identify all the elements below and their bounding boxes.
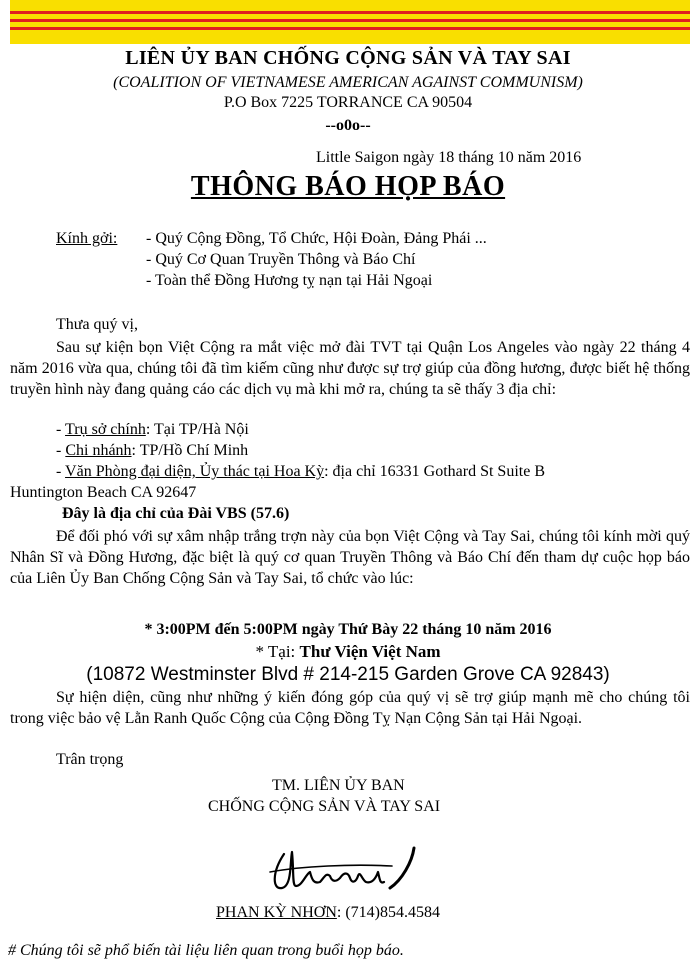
separator: --o0o-- [325,117,371,134]
date-line: Little Saigon ngày 18 tháng 10 năm 2016 [316,149,582,166]
location-branch-label: Chi nhánh [65,442,132,459]
document-title: THÔNG BÁO HỌP BÁO [190,171,506,202]
location-main-label: Trụ sở chính [65,421,146,438]
signer [216,904,440,922]
event-venue-prefix: * Tại: [255,642,300,661]
location-us-office-label: Văn Phòng đại diện, Ủy thác tại Hoa Kỳ [65,463,325,480]
flag-stripe [10,19,690,22]
recipient-item: - Quý Cơ Quan Truyền Thông và Báo Chí [146,251,416,268]
event-time: * 3:00PM đến 5:00PM ngày Thứ Bày 22 tháng 10 năm 2016 [144,621,552,638]
location-branch: - Chi nhánh: TP/Hồ Chí Minh [56,442,249,459]
paragraph-invitation-text: Để đối phó với sự xâm nhập trắng trợn này của bọn Việt Cộng và Tay Sai, chúng tôi kính mời quý Nhân Sĩ và Đồng Hương, đặc biệt là quý cơ quan Truyền Thông và Báo Chí đến tham dự cuộc họp báo của Liên Ủy Ban Chống Cộng Sản và Tay Sai, tổ chức vào lúc: [10,528,690,587]
flag-stripe [10,11,690,14]
location-main: - Trụ sở chính: Tại TP/Hà Nội [56,421,249,438]
paragraph-intro [10,337,690,400]
org-name-english: (COALITION OF VIETNAMESE AMERICAN AGAINST COMMUNISM) [113,74,583,91]
event-address: (10872 Westminster Blvd # 214-215 Garden Grove CA 92843) [86,664,610,685]
footer-note: # Chúng tôi sẽ phổ biến tài liệu liên quan trong buổi họp báo. [8,942,404,959]
event-venue [0,642,696,662]
signer-name: PHAN KỲ NHƠN [216,904,337,921]
org-address: P.O Box 7225 TORRANCE CA 90504 [223,94,473,111]
paragraph-closing [10,687,690,729]
location-us-office-value: : địa chỉ 16331 Gothard St Suite B [324,463,545,480]
recipients-label: Kính gởi: [56,230,118,247]
paragraph-intro-text: Sau sự kiện bọn Việt Cộng ra mắt việc mở đài TVT tại Quận Los Angeles vào ngày 22 tháng 4 năm 2016 vừa qua, chúng tôi đã tìm kiếm cũng như được sự trợ giúp của đồng hương, được biết hệ thống truyền hình này đang quảng cáo các dịch vụ mà khi mở ra, chúng ta sẽ thấy 3 địa chỉ: [10,339,690,398]
greeting: Thưa quý vị, [56,316,138,333]
flag-banner [10,0,690,44]
handwritten-signature [262,842,432,897]
closing-phrase: Trân trọng [56,751,124,768]
paragraph-invitation [10,526,690,589]
location-branch-value: : TP/Hồ Chí Minh [131,442,249,459]
event-venue-name: Thư Viện Việt Nam [299,642,441,661]
signer-phone: : (714)854.4584 [336,904,440,921]
recipient-item: - Toàn thể Đồng Hương tỵ nạn tại Hải Ngoại [146,272,433,289]
location-us-office-city: Huntington Beach CA 92647 [10,484,197,501]
vbs-note: Đây là địa chỉ của Đài VBS (57.6) [62,505,290,522]
recipient-item: - Quý Cộng Đồng, Tổ Chức, Hội Đoàn, Đảng Phái ... [146,230,487,247]
signature-line-2: CHỐNG CỘNG SẢN VÀ TAY SAI [208,798,441,815]
paragraph-closing-text: Sự hiện diện, cũng như những ý kiến đóng góp của quý vị sẽ trợ giúp mạnh mẽ cho chúng tôi trong việc bảo vệ Lằn Ranh Quốc Cộng của Cộng Đồng Tỵ Nạn Cộng Sản tại Hải Ngoại. [10,689,690,727]
signature-line-1: TM. LIÊN ỦY BAN [272,777,405,794]
org-name: LIÊN ỦY BAN CHỐNG CỘNG SẢN VÀ TAY SAI [125,47,571,69]
location-us-office: - Văn Phòng đại diện, Ủy thác tại Hoa Kỳ: địa chỉ 16331 Gothard St Suite B [56,463,545,480]
flag-stripe [10,27,690,30]
location-main-value: : Tại TP/Hà Nội [145,421,249,438]
